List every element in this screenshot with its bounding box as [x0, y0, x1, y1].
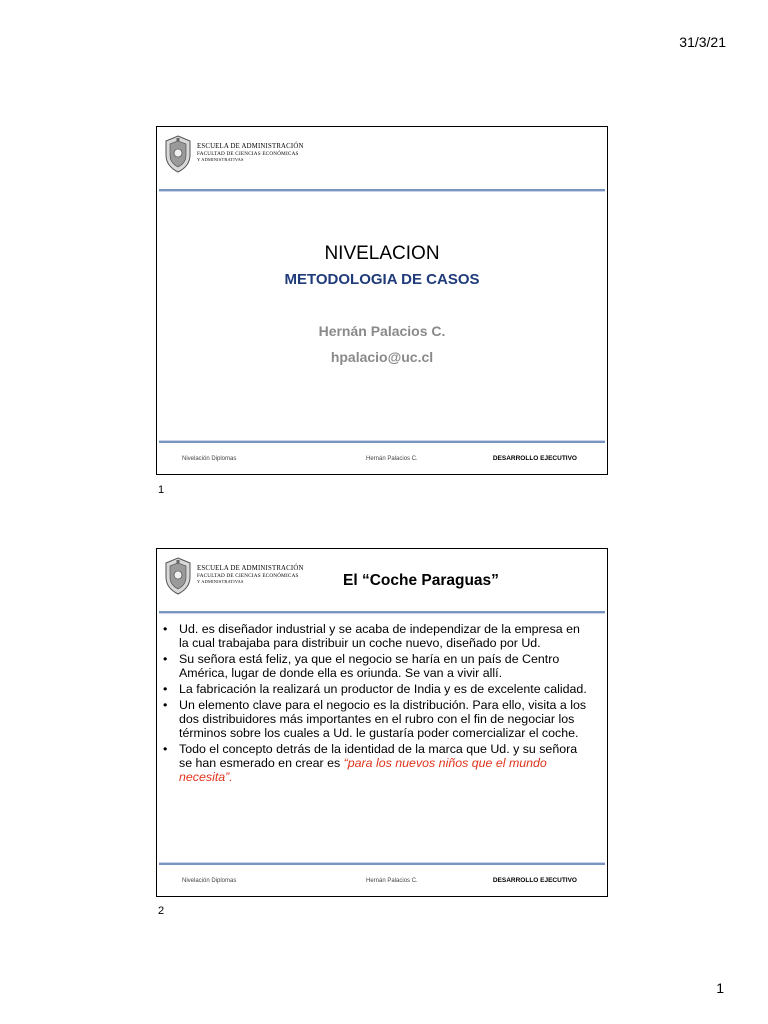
bullet-list	[161, 622, 591, 786]
footer-program: DESARROLLO EJECUTIVO	[492, 877, 577, 884]
author-name: Hernán Palacios C.	[318, 323, 446, 339]
header-divider	[159, 611, 605, 614]
slide-subtitle: METODOLOGIA DE CASOS	[284, 271, 480, 288]
slide-footer	[157, 443, 607, 473]
bullet-icon: •	[163, 698, 168, 712]
bullet-icon: •	[163, 652, 168, 666]
school-logo-text	[197, 144, 304, 162]
slide-number-2: 2	[158, 905, 165, 917]
faculty-subname: Y ADMINISTRATIVAS	[197, 579, 244, 584]
list-item: • Un elemento clave para el negocio es la distribución. Para ello, visita a los dos distribuidores más importantes en el rubro con el fin de negociar los términos sobre los cuales a Ud. le gustaría poder comercializar el coche.	[163, 698, 587, 740]
university-crest-icon	[163, 135, 193, 173]
footer-author: Hernán Palacios C.	[366, 456, 418, 462]
page-number: 1	[716, 980, 724, 996]
bullet-icon: •	[163, 622, 168, 636]
slide-footer	[157, 865, 607, 895]
school-name: ESCUELA DE ADMINISTRACIÓN	[197, 143, 304, 150]
school-logo-text	[197, 566, 304, 584]
university-crest-icon	[163, 557, 193, 595]
bullet-icon: •	[163, 742, 168, 756]
header-divider	[159, 189, 605, 192]
emphasized-quote: “para los nuevos niños que el mundo necesita”.	[179, 756, 547, 784]
slide-title: NIVELACION	[324, 243, 440, 264]
slide-header	[157, 127, 607, 189]
list-item: • Su señora está feliz, ya que el negocio se haría en un país de Centro América, lugar de donde ella es oriunda. Se van a vivir allí.	[163, 652, 560, 680]
page-date: 31/3/21	[679, 34, 726, 50]
list-item: • La fabricación la realizará un productor de India y es de excelente calidad.	[163, 682, 587, 696]
slide-number-1: 1	[158, 484, 165, 496]
slide-1	[156, 126, 608, 475]
footer-program: DESARROLLO EJECUTIVO	[492, 455, 577, 462]
author-email: hpalacio@uc.cl	[330, 349, 434, 365]
footer-course: Nivelación Diplomas	[182, 456, 237, 462]
faculty-name: FACULTAD DE CIENCIAS ECONÓMICAS	[197, 150, 299, 157]
list-item: • Ud. es diseñador industrial y se acaba de independizar de la empresa en la cual trabajaba para distribuir un coche nuevo, diseñado por Ud.	[163, 622, 580, 650]
list-item: • Todo el concepto detrás de la identidad de la marca que Ud. y su señora se han esmerado en crear es “para los nuevos niños que el mundo necesita”.	[163, 742, 578, 784]
slide-2	[156, 548, 608, 897]
bullet-icon: •	[163, 682, 168, 696]
footer-course: Nivelación Diplomas	[182, 878, 237, 884]
school-name: ESCUELA DE ADMINISTRACIÓN	[197, 565, 304, 572]
slide-title: El “Coche Paraguas”	[343, 572, 499, 589]
faculty-name: FACULTAD DE CIENCIAS ECONÓMICAS	[197, 572, 299, 579]
faculty-subname: Y ADMINISTRATIVAS	[197, 157, 244, 162]
footer-author: Hernán Palacios C.	[366, 878, 418, 884]
slide-header	[157, 549, 607, 611]
